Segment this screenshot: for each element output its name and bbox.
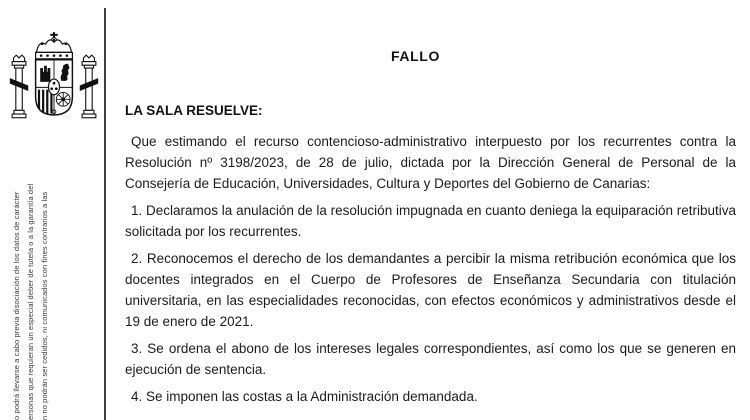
spain-coat-of-arms-icon	[8, 32, 100, 128]
left-margin-divider	[104, 8, 106, 420]
ruling-paragraph-point-4: 4. Se imponen las costas a la Administración demandada.	[131, 389, 478, 404]
margin-data-protection-notice	[10, 184, 52, 420]
ruling-paragraph-point-3: 3. Se ordena el abono de los intereses legales correspondientes, así como los que se generen en ejecución de sentencia.	[125, 341, 736, 377]
ruling-paragraph-point-1: 1. Declaramos la anulación de la resolución impugnada en cuanto deniega la equiparación retributiva solicitada por los recurrentes.	[125, 203, 736, 239]
ruling-body	[125, 40, 736, 413]
margin-notice-line: o podrá llevarse a cabo previa disociación de los datos de carácter	[12, 191, 21, 420]
ruling-section-title: FALLO	[391, 48, 440, 64]
ruling-paragraph-point-2: 2. Reconocemos el derecho de los demandantes a percibir la misma retribución económica que los docentes integrados en el Cuerpo de Profesores de Enseñanza Secundaria con titulación universitaria, en las especialidades reconocidas, con efectos económicos y administrativos desde el 19 de enero de 2021.	[125, 251, 736, 329]
margin-notice-line: n no podrán ser cedidos, ni comunicados con fines contrarios a las	[40, 191, 49, 420]
ruling-paragraph-intro: Que estimando el recurso contencioso-administrativo interpuesto por los recurrentes contra la Resolución nº 3198/2023, de 28 de julio, dictada por la Dirección General de Personal de la Consejería de Educación, Universidades, Cultura y Deportes del Gobierno de Canarias:	[125, 134, 736, 191]
ruling-heading: LA SALA RESUELVE:	[125, 103, 263, 118]
margin-notice-line: ersonas que requieran un especial deber de tutela o a la garantía del	[26, 183, 35, 420]
